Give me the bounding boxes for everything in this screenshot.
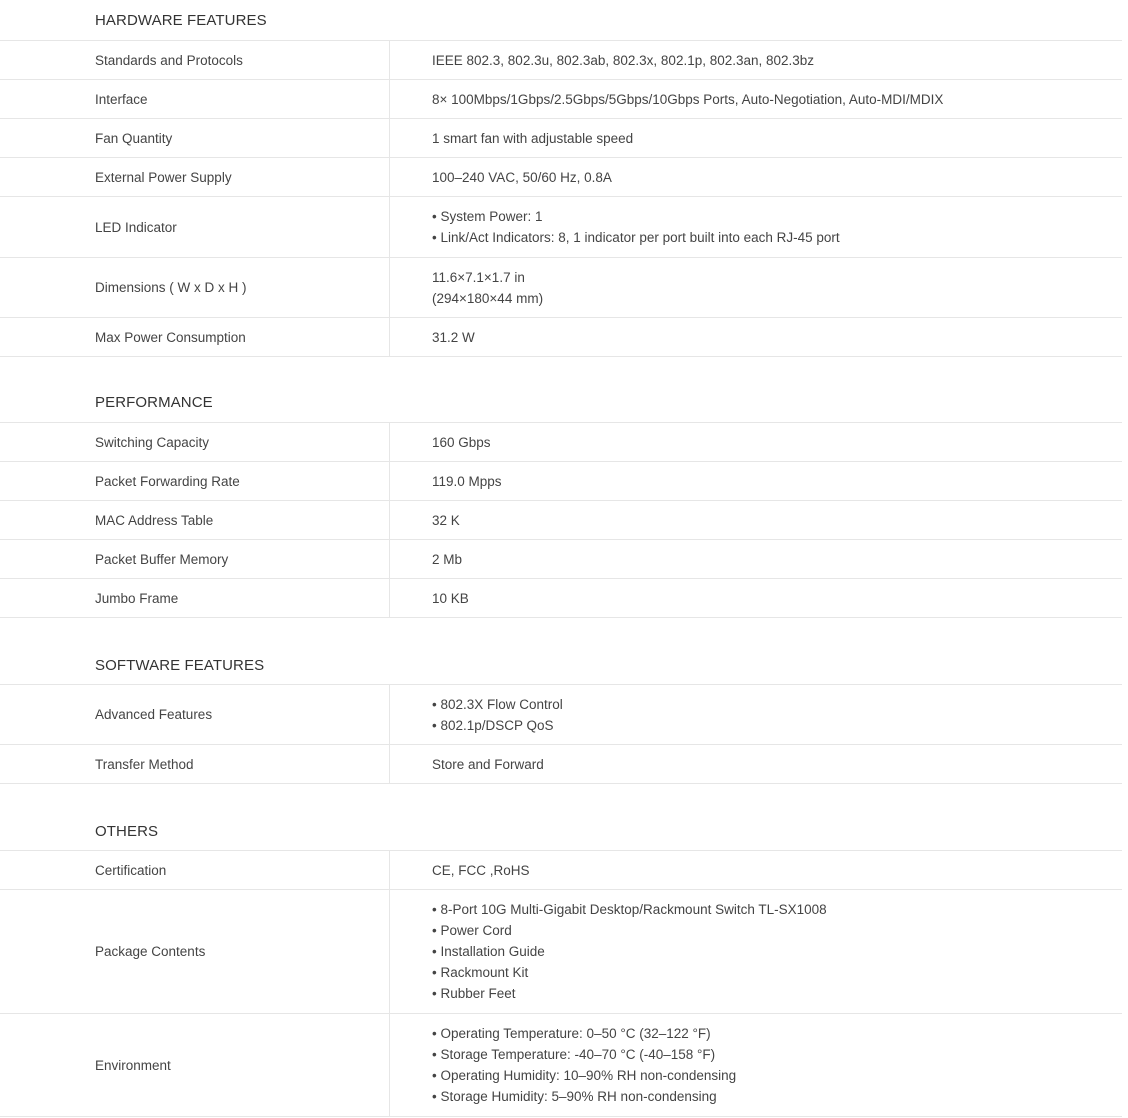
section-others: [0, 784, 1122, 1117]
row-label: External Power Supply: [0, 158, 390, 196]
table-row: [0, 258, 1122, 318]
row-label: Standards and Protocols: [0, 41, 390, 79]
table-row: [0, 462, 1122, 501]
section-title: PERFORMANCE: [95, 394, 213, 411]
table-row: [0, 197, 1122, 258]
table-row: [0, 1014, 1122, 1117]
table-row: [0, 80, 1122, 119]
row-value: 1 smart fan with adjustable speed: [432, 130, 634, 146]
row-value: 8× 100Mbps/1Gbps/2.5Gbps/5Gbps/10Gbps Ports, Auto-Negotiation, Auto-MDI/MDIX: [432, 91, 944, 107]
row-label: Package Contents: [0, 890, 390, 1013]
row-value: 160 Gbps: [432, 434, 491, 450]
row-label: LED Indicator: [0, 197, 390, 257]
table-row: [0, 685, 1122, 745]
row-label: Fan Quantity: [0, 119, 390, 157]
section-title: OTHERS: [95, 823, 159, 840]
row-label: Environment: [0, 1014, 390, 1116]
row-value: • 802.3X Flow Control • 802.1p/DSCP QoS: [432, 696, 563, 733]
row-value: • Operating Temperature: 0–50 °C (32–122 °F) • Storage Temperature: -40–70 °C (-40–158 °F) • Operating Humidity: 10–90% RH non-condensing • Storage Humidity: 5–90% RH non-condensing: [432, 1026, 737, 1104]
row-value: 32 K: [432, 512, 460, 528]
section-title: SOFTWARE FEATURES: [95, 657, 265, 674]
table-row: [0, 119, 1122, 158]
row-value: CE, FCC ,RoHS: [432, 862, 530, 878]
row-label: Dimensions ( W x D x H ): [0, 258, 390, 317]
row-value: • 8-Port 10G Multi-Gigabit Desktop/Rackmount Switch TL-SX1008 • Power Cord • Installation Guide • Rackmount Kit • Rubber Feet: [432, 902, 827, 1001]
row-value: Store and Forward: [432, 756, 544, 772]
row-value: 100–240 VAC, 50/60 Hz, 0.8A: [432, 169, 612, 185]
row-label: Certification: [0, 851, 390, 889]
table-row: [0, 851, 1122, 890]
row-label: Switching Capacity: [0, 423, 390, 461]
section-software-features: [0, 618, 1122, 784]
row-label: MAC Address Table: [0, 501, 390, 539]
table-row: [0, 579, 1122, 618]
table-row: [0, 540, 1122, 579]
table-row: [0, 423, 1122, 462]
section-performance: [0, 357, 1122, 618]
row-value: IEEE 802.3, 802.3u, 802.3ab, 802.3x, 802.1p, 802.3an, 802.3bz: [432, 52, 815, 68]
row-value: • System Power: 1 • Link/Act Indicators: 8, 1 indicator per port built into each RJ-45 port: [432, 209, 840, 245]
row-label: Interface: [0, 80, 390, 118]
row-label: Jumbo Frame: [0, 579, 390, 617]
row-value: 119.0 Mpps: [432, 473, 502, 489]
table-row: [0, 745, 1122, 784]
row-label: Max Power Consumption: [0, 318, 390, 356]
table-row: [0, 318, 1122, 357]
table-row: [0, 41, 1122, 80]
table-row: [0, 158, 1122, 197]
section-title: HARDWARE FEATURES: [95, 12, 267, 29]
row-value: 31.2 W: [432, 329, 475, 345]
row-label: Packet Buffer Memory: [0, 540, 390, 578]
row-label: Advanced Features: [0, 685, 390, 744]
row-label: Transfer Method: [0, 745, 390, 783]
table-row: [0, 501, 1122, 540]
table-row: [0, 890, 1122, 1014]
section-hardware-features: [0, 0, 1122, 357]
row-value: 11.6×7.1×1.7 in (294×180×44 mm): [432, 269, 544, 306]
row-label: Packet Forwarding Rate: [0, 462, 390, 500]
row-value: 10 KB: [432, 590, 469, 606]
row-value: 2 Mb: [432, 551, 463, 567]
